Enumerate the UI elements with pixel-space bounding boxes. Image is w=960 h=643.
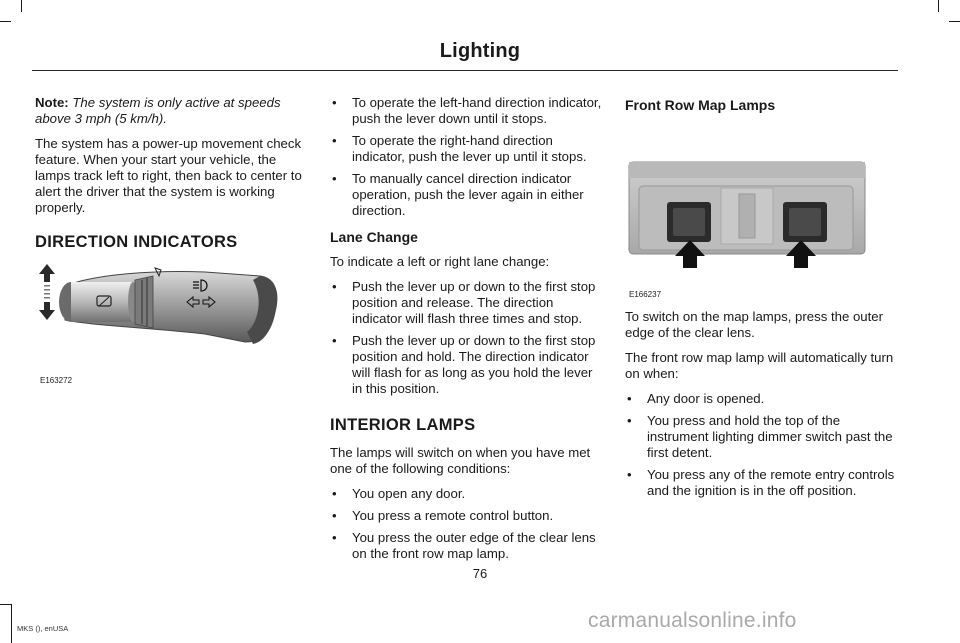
- interior-lamps-list: [330, 486, 602, 562]
- column-left: [35, 95, 305, 392]
- lane-change-heading: Lane Change: [330, 229, 418, 245]
- header-divider: [32, 70, 898, 71]
- crop-mark: [0, 604, 12, 605]
- page-title: Lighting: [439, 40, 521, 62]
- list-item: • You press and hold the top of the instrument lighting dimmer switch past the first detent.: [625, 413, 897, 461]
- list-item: • You press any of the remote entry controls and the ignition is in the off position.: [625, 467, 897, 499]
- turn-signal-lever-figure: [35, 262, 295, 392]
- list-item: • Push the lever up or down to the first stop position and hold. The direction indicator will flash for as long as you hold the lever in this position.: [330, 333, 602, 397]
- note-text: The system is only active at speeds above 3 mph (5 km/h).: [35, 95, 281, 126]
- down-arrow-icon: [39, 302, 55, 320]
- interior-lamps-intro: The lamps will switch on when you have met one of the following conditions:: [330, 445, 591, 476]
- column-right: [625, 95, 897, 505]
- turn-signal-lever-illustration: [35, 262, 285, 362]
- lane-change-list: [330, 279, 602, 397]
- map-lamp-illustration: [625, 158, 875, 283]
- watermark: carmanualsonline.info: [588, 609, 797, 632]
- list-item: • To operate the right-hand direction indicator, push the lever up until it stops.: [330, 133, 602, 165]
- detent-marks: [44, 285, 50, 299]
- map-lamp-switch-paragraph: To switch on the map lamps, press the outer edge of the clear lens.: [625, 309, 884, 340]
- interior-lamps-heading: INTERIOR LAMPS: [330, 416, 476, 434]
- lane-change-intro: To indicate a left or right lane change:: [330, 254, 550, 269]
- map-lamp-conditions-list: [625, 391, 897, 499]
- map-lamp-right[interactable]: [783, 202, 827, 242]
- crop-mark: [0, 21, 11, 22]
- list-item: • You press a remote control button.: [330, 508, 602, 524]
- list-item: • To operate the left-hand direction indicator, push the lever down until it stops.: [330, 95, 602, 127]
- map-lamps-figure: [625, 133, 897, 309]
- figure-code: E163272: [40, 376, 73, 385]
- note-label: Note:: [35, 95, 69, 110]
- figure-code: E166237: [629, 290, 662, 299]
- map-lamps-heading: Front Row Map Lamps: [625, 97, 776, 113]
- page-number: 76: [472, 566, 488, 581]
- list-item: • You press the outer edge of the clear lens on the front row map lamp.: [330, 530, 602, 562]
- crop-mark: [938, 0, 939, 12]
- crop-mark: [21, 0, 22, 12]
- column-middle: [330, 95, 602, 568]
- power-up-paragraph: The system has a power-up movement check feature. When your start your vehicle, the lamps track left to right, then back to center to alert the driver that the system is working properly.: [35, 136, 302, 215]
- document-code: MKS (), enUSA: [17, 624, 69, 633]
- direction-indicators-heading: DIRECTION INDICATORS: [35, 233, 238, 251]
- crop-mark: [11, 604, 12, 643]
- list-item: • To manually cancel direction indicator operation, push the lever again in either direction.: [330, 171, 602, 219]
- list-item: • Push the lever up or down to the first stop position and release. The direction indicator will flash three times and stop.: [330, 279, 602, 327]
- map-lamp-left[interactable]: [667, 202, 711, 242]
- map-lamp-auto-paragraph: The front row map lamp will automatically turn on when:: [625, 350, 894, 381]
- list-item: • Any door is opened.: [625, 391, 897, 407]
- list-item: • You open any door.: [330, 486, 602, 502]
- crop-mark: [949, 21, 960, 22]
- note: [35, 95, 305, 127]
- up-arrow-icon: [39, 264, 55, 282]
- direction-indicator-list: [330, 95, 602, 219]
